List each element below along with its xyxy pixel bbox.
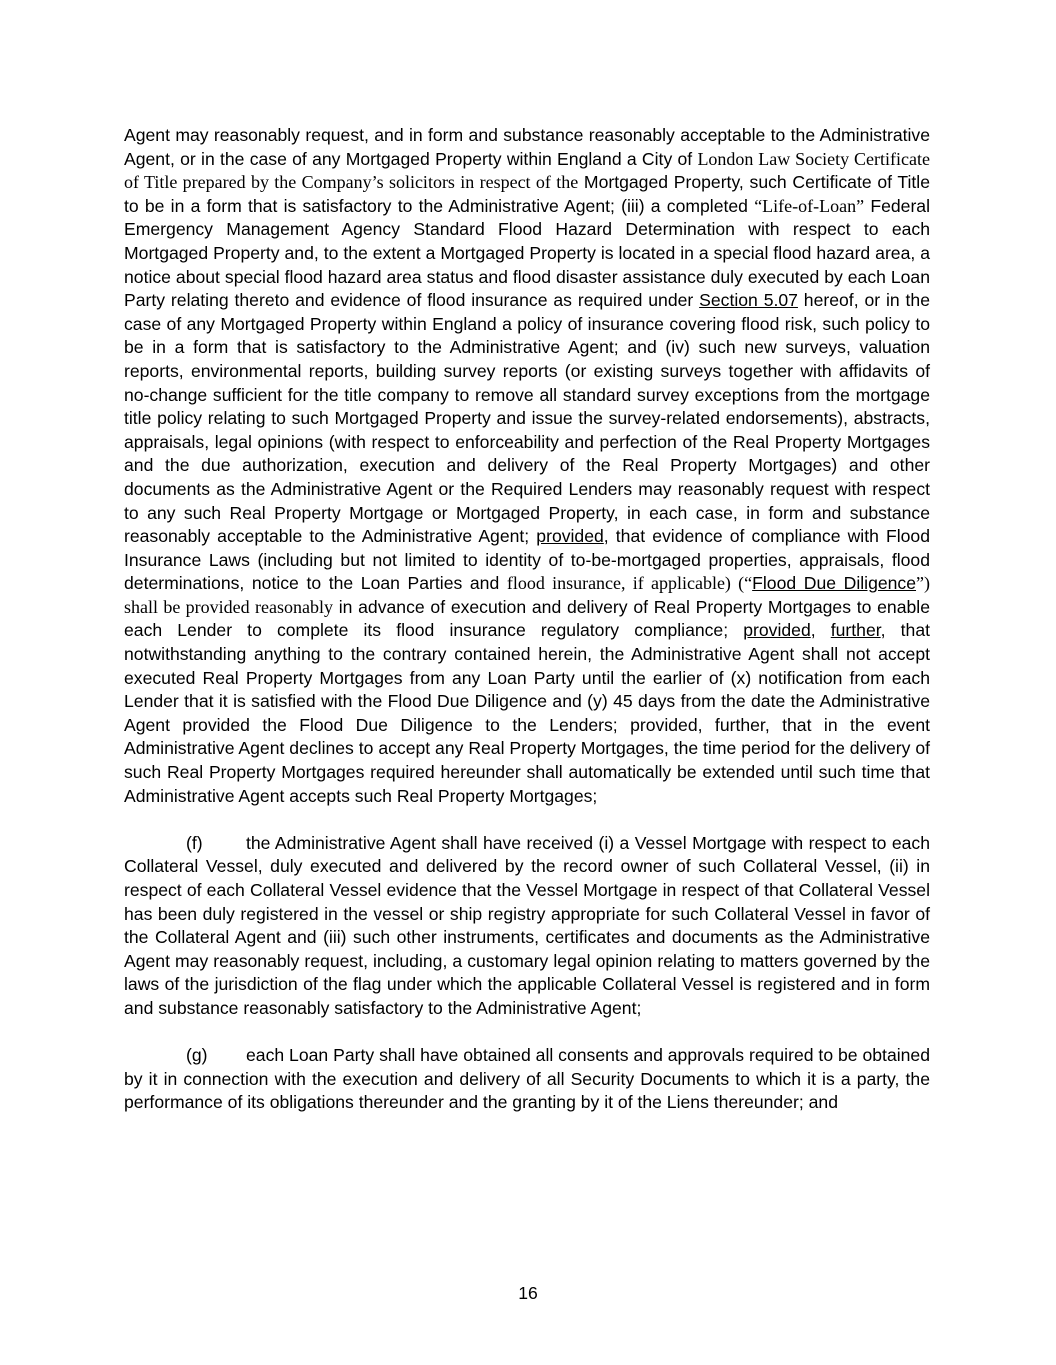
further-term: further — [830, 620, 881, 641]
paragraph-text: each Loan Party shall have obtained all consents and approvals required to be obtained by it in connection with the execution and delivery of all Security Documents to which it is a party, the performance of its obligations thereunder and the granting by it of the Liens thereunder; and — [124, 1045, 930, 1113]
paragraph-e-continuation — [124, 124, 930, 808]
text-run-serif: ”) shall be provided reasonably — [124, 573, 930, 617]
text-run: , — [810, 620, 831, 641]
paragraph-g — [124, 1044, 930, 1115]
paragraph-number: (g) — [186, 1045, 208, 1066]
text-run-serif: London Law Society Certificate of Title prepared by the Company’s solicitors in respect of the — [124, 148, 930, 193]
provided-term: provided — [536, 526, 604, 547]
paragraph-f — [124, 832, 930, 1021]
text-run: Mortgaged Property, such Certificate of Title to be in a form that is satisfactory to the Administrative Agent; (iii) a completed — [124, 172, 930, 216]
text-run-serif: flood insurance, if applicable) (“ — [506, 573, 753, 594]
life-of-loan-term: “Life-of-Loan” — [754, 195, 865, 216]
page-number: 16 — [518, 1283, 538, 1303]
paragraph-text: the Administrative Agent shall have received (i) a Vessel Mortgage with respect to each Collateral Vessel, duly executed and delivered by the record owner of such Collateral Vessel, (ii) in respect of each Collateral Vessel evidence that the Vessel Mortgage in respect of that Collateral Vessel has been duly registered in the vessel or ship registry appropriate for such Collateral Vessel in favor of the Collateral Agent and (iii) such other instruments, certificates and documents as the Administrative Agent may reasonably request, including, a customary legal opinion relating to matters governed by the laws of the jurisdiction of the flag under which the applicable Collateral Vessel is registered and in form and substance reasonably satisfactory to the Administrative Agent; — [124, 832, 930, 1018]
section-reference: Section 5.07 — [699, 290, 798, 311]
provided-term: provided — [743, 620, 811, 641]
text-run: hereof, or in the case of any Mortgaged Property within England a policy of insurance covering flood risk, such policy to be in a form that is satisfactory to the Administrative Agent; and (iv) such new surveys, valuation reports, environmental reports, building survey reports (or existing surveys together with affidavits of no-change sufficient for the title company to remove all standard survey exceptions from the mortgage title policy relating to such Mortgaged Property and issue the survey-related endorsements), abstracts, appraisals, legal opinions (with respect to enforceability and perfection of the Real Property Mortgages and the due authorization, execution and delivery of the Real Property Mortgages) and other documents as the Administrative Agent or the Required Lenders may reasonably request with respect to any such Real Property Mortgage or Mortgaged Property, in each case, in form and substance reasonably acceptable to the Administrative Agent; — [124, 290, 930, 547]
text-run: , that notwithstanding anything to the contrary contained herein, the Administrative Agent shall not accept executed Real Property Mortgages from any Loan Party until the earlier of (x) notification from each Lender that it is satisfied with the Flood Due Diligence and (y) 45 days from the date the Administrative Agent provided the Flood Due Diligence to the Lenders; provided, further, that in the event Administrative Agent declines to accept any Real Property Mortgages, the time period for the delivery of such Real Property Mortgages required hereunder shall automatically be extended until such time that Administrative Agent accepts such Real Property Mortgages; — [124, 620, 930, 806]
text-run: in advance of execution and delivery of Real Property Mortgages to enable each Lender to complete its flood insurance regulatory compliance; — [124, 596, 930, 641]
defined-term-flood-due-diligence: Flood Due Diligence — [752, 573, 917, 594]
document-body — [124, 124, 930, 1115]
text-run: Agent may reasonably request, and in form and substance reasonably acceptable to the Administrative Agent, or in the case of any Mortgaged Property within England a City of — [124, 125, 930, 169]
text-run: Federal Emergency Management Agency Standard Flood Hazard Determination with respect to each Mortgaged Property and, to the extent a Mortgaged Property is located in a special flood hazard area, a notice about special flood hazard area status and flood disaster assistance duly executed by each Loan Party relating thereto and evidence of flood insurance as required under — [124, 195, 930, 311]
text-run: , that evidence of compliance with Flood Insurance Laws (including but not limited to identity of to-be-mortgaged properties, appraisals, flood determinations, notice to the Loan Parties and — [124, 526, 930, 594]
paragraph-number: (f) — [186, 832, 203, 853]
